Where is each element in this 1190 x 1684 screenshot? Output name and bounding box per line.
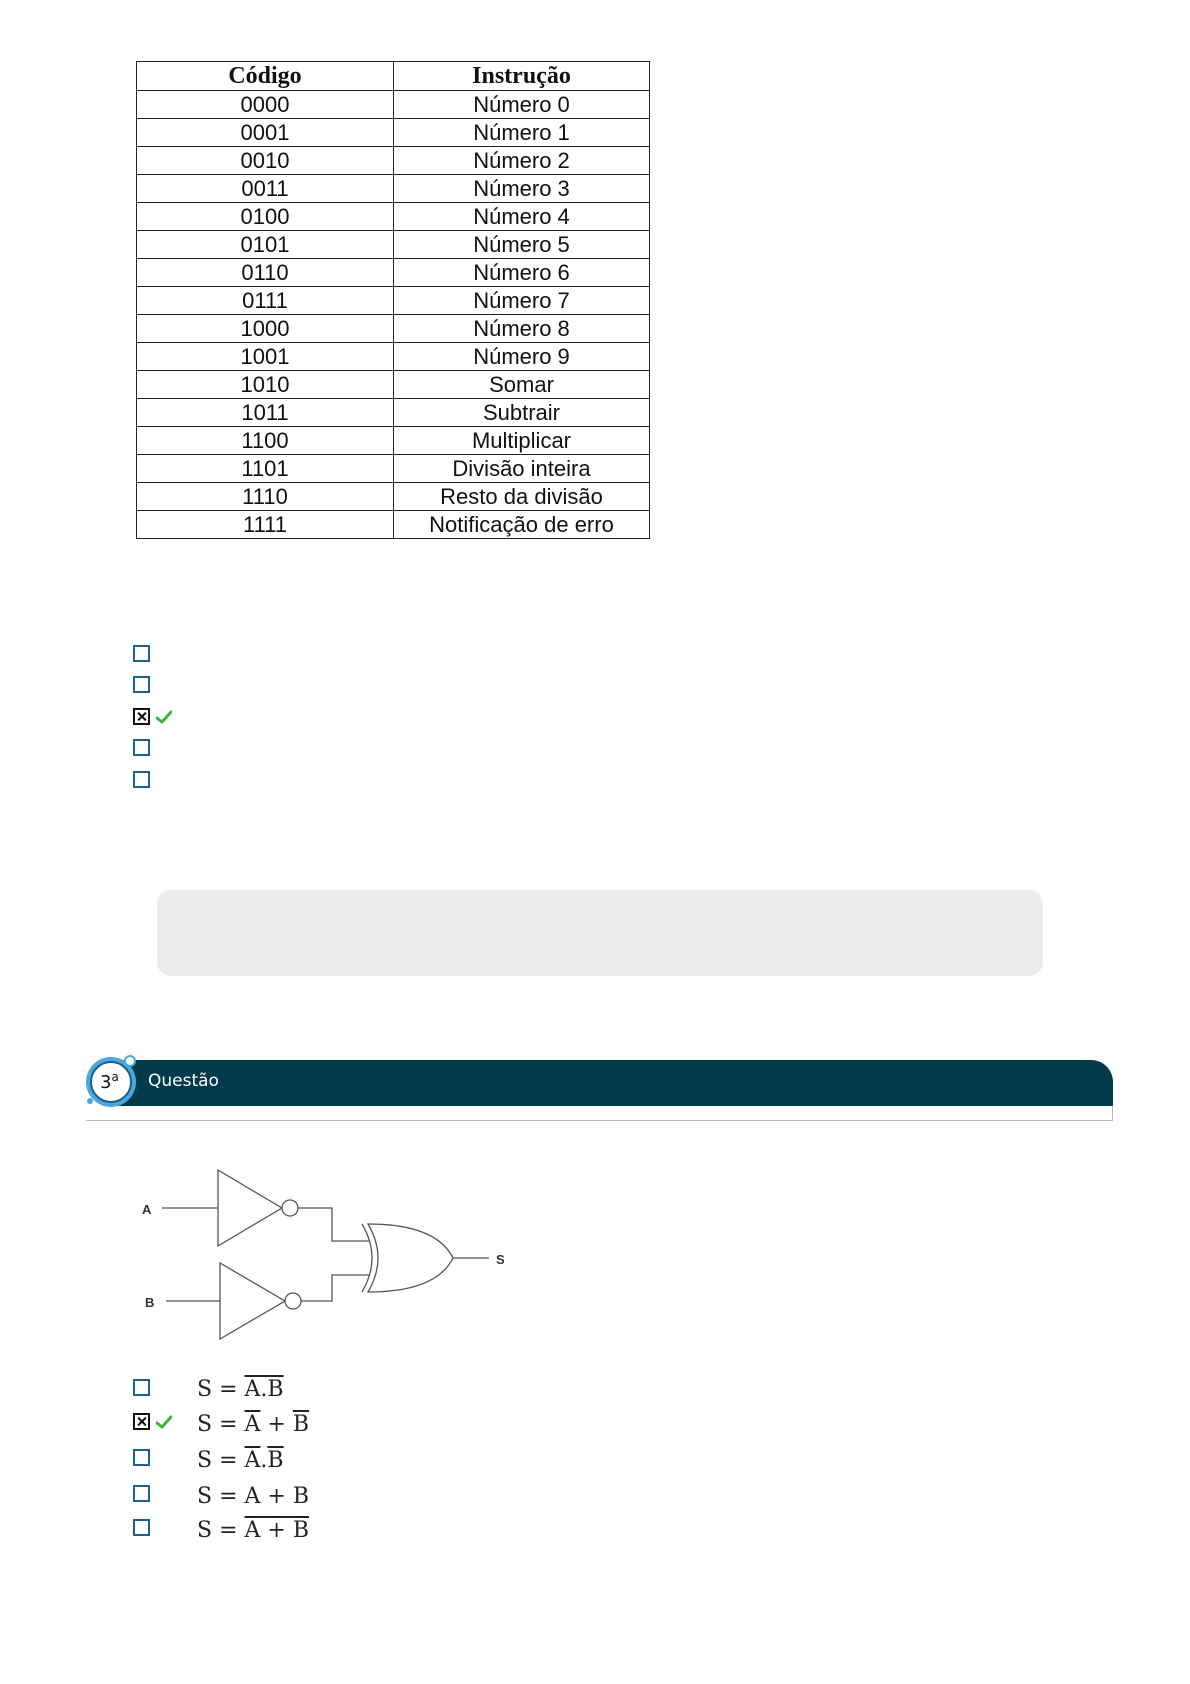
option-checkbox[interactable] (133, 645, 150, 662)
code-cell: 1010 (137, 371, 394, 399)
instruction-cell: Número 2 (394, 147, 650, 175)
instruction-cell: Notificação de erro (394, 511, 650, 539)
table-row (137, 455, 650, 483)
input-b-label: B (145, 1295, 155, 1310)
code-cell: 1100 (137, 427, 394, 455)
code-cell: 0000 (137, 91, 394, 119)
table-row (137, 231, 650, 259)
formula-option-c[interactable]: $S = \overline{A}.\overline{B}$ (197, 1448, 284, 1473)
table-row (137, 371, 650, 399)
instruction-cell: Subtrair (394, 399, 650, 427)
instruction-cell: Número 5 (394, 231, 650, 259)
formula-option-d[interactable]: S = A + B (197, 1484, 310, 1509)
table-header-row (137, 62, 650, 91)
option-checkbox-selected[interactable] (133, 1413, 150, 1430)
table-row (137, 203, 650, 231)
instruction-cell: Número 1 (394, 119, 650, 147)
explanation-box (157, 890, 1043, 976)
instruction-cell: Multiplicar (394, 427, 650, 455)
table-row (137, 399, 650, 427)
option-checkbox[interactable] (133, 1449, 150, 1466)
code-cell: 1111 (137, 511, 394, 539)
table-row (137, 91, 650, 119)
table-row (137, 343, 650, 371)
code-cell: 1011 (137, 399, 394, 427)
code-cell: 0011 (137, 175, 394, 203)
correct-check-icon (156, 710, 172, 724)
option-checkbox[interactable] (133, 676, 150, 693)
code-cell: 1001 (137, 343, 394, 371)
table-row (137, 175, 650, 203)
column-header-code: Código (137, 62, 394, 91)
code-cell: 0110 (137, 259, 394, 287)
instruction-cell: Número 7 (394, 287, 650, 315)
formula-option-a[interactable]: S = A.B (197, 1377, 284, 1402)
table-row (137, 119, 650, 147)
table-row (137, 287, 650, 315)
instruction-cell: Resto da divisão (394, 483, 650, 511)
option-checkbox-selected[interactable] (133, 708, 150, 725)
table-row (137, 147, 650, 175)
table-row (137, 483, 650, 511)
instruction-code-table (136, 61, 650, 539)
option-checkbox[interactable] (133, 739, 150, 756)
option-checkbox[interactable] (133, 1519, 150, 1536)
formula-option-b[interactable]: $S = \overline{A} + \overline{B}$ (197, 1412, 310, 1437)
instruction-cell: Número 9 (394, 343, 650, 371)
input-a-label: A (142, 1202, 152, 1217)
code-cell: 0111 (137, 287, 394, 315)
question-header-underline (86, 1106, 1113, 1121)
code-cell: 0001 (137, 119, 394, 147)
code-cell: 1000 (137, 315, 394, 343)
logic-circuit-diagram (140, 1160, 520, 1350)
instruction-cell: Número 6 (394, 259, 650, 287)
code-cell: 0101 (137, 231, 394, 259)
table-row (137, 259, 650, 287)
instruction-cell: Número 8 (394, 315, 650, 343)
instruction-cell: Número 0 (394, 91, 650, 119)
question-number: 3$^a$ (100, 1070, 119, 1093)
option-checkbox[interactable] (133, 1485, 150, 1502)
option-checkbox[interactable] (133, 771, 150, 788)
table-row (137, 315, 650, 343)
instruction-cell: Número 3 (394, 175, 650, 203)
correct-check-icon (156, 1415, 172, 1429)
code-cell: 0010 (137, 147, 394, 175)
column-header-instruction: Instrução (394, 62, 650, 91)
output-s-label: S (496, 1252, 505, 1267)
code-cell: 1101 (137, 455, 394, 483)
table-row (137, 427, 650, 455)
code-cell: 1110 (137, 483, 394, 511)
instruction-cell: Somar (394, 371, 650, 399)
formula-option-e[interactable]: S = A + B (197, 1518, 310, 1543)
instruction-cell: Número 4 (394, 203, 650, 231)
table-row (137, 511, 650, 539)
instruction-cell: Divisão inteira (394, 455, 650, 483)
code-cell: 0100 (137, 203, 394, 231)
question-title: Questão (148, 1071, 219, 1091)
question-header-bar (112, 1060, 1113, 1106)
option-checkbox[interactable] (133, 1379, 150, 1396)
